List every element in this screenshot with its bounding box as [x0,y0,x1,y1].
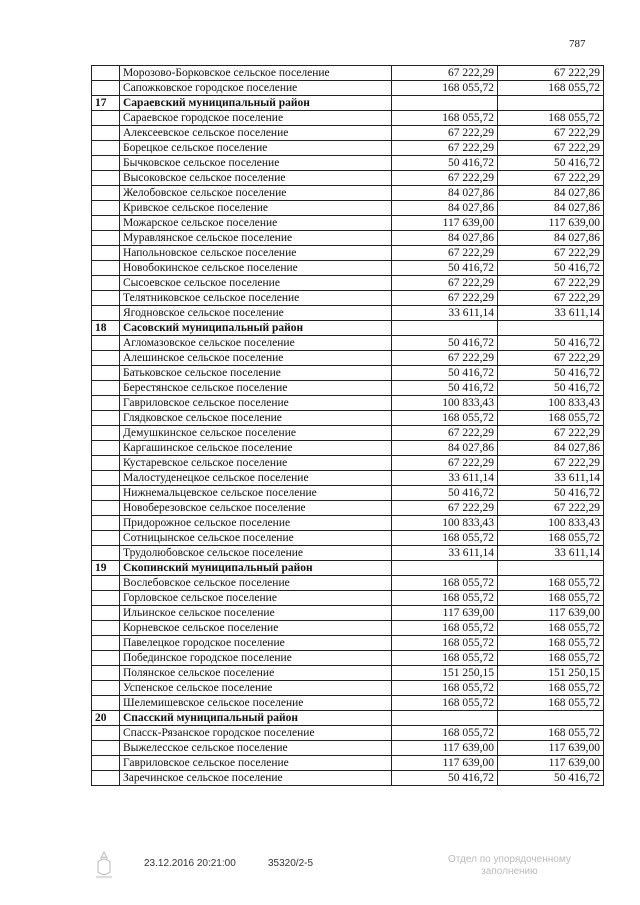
value-col-2: 117 639,00 [498,756,604,771]
value-col-2: 168 055,72 [498,591,604,606]
table-row [92,156,604,171]
settlement-name: Сапожковское городское поселение [120,81,392,96]
row-number [92,681,120,696]
value-col-1: 67 222,29 [392,141,498,156]
value-col-1: 168 055,72 [392,411,498,426]
row-number [92,636,120,651]
table-row [92,246,604,261]
value-col-2: 50 416,72 [498,336,604,351]
value-col-2: 84 027,86 [498,231,604,246]
budget-allocation-table [91,65,604,786]
row-number [92,666,120,681]
value-col-2: 67 222,29 [498,426,604,441]
table-row [92,531,604,546]
table-row [92,201,604,216]
settlement-name: Агломазовское сельское поселение [120,336,392,351]
value-col-2: 67 222,29 [498,246,604,261]
settlement-name: Вослебовское сельское поселение [120,576,392,591]
value-col-1 [392,711,498,726]
table-row [92,606,604,621]
row-number [92,186,120,201]
table-row [92,306,604,321]
district-row [92,96,604,111]
settlement-name: Трудолюбовское сельское поселение [120,546,392,561]
table-row [92,66,604,81]
row-number: 19 [92,561,120,576]
settlement-name: Высоковское сельское поселение [120,171,392,186]
table-row [92,426,604,441]
row-number [92,261,120,276]
table-row [92,231,604,246]
value-col-1 [392,561,498,576]
value-col-1: 151 250,15 [392,666,498,681]
row-number: 18 [92,321,120,336]
district-row [92,711,604,726]
table-row [92,651,604,666]
table-row [92,486,604,501]
value-col-2: 67 222,29 [498,291,604,306]
settlement-name: Гавриловское сельское поселение [120,756,392,771]
settlement-name: Напольновское сельское поселение [120,246,392,261]
value-col-1: 117 639,00 [392,216,498,231]
value-col-1: 168 055,72 [392,681,498,696]
value-col-1: 117 639,00 [392,741,498,756]
value-col-2: 168 055,72 [498,621,604,636]
value-col-2: 168 055,72 [498,726,604,741]
table-row [92,696,604,711]
table-row [92,126,604,141]
value-col-1 [392,321,498,336]
table-row [92,171,604,186]
settlement-name: Горловское сельское поселение [120,591,392,606]
row-number [92,156,120,171]
value-col-2: 117 639,00 [498,606,604,621]
row-number [92,306,120,321]
table-row [92,621,604,636]
row-number [92,621,120,636]
value-col-1: 67 222,29 [392,501,498,516]
table-row [92,351,604,366]
district-row [92,321,604,336]
row-number [92,396,120,411]
settlement-name: Ильинское сельское поселение [120,606,392,621]
value-col-1: 67 222,29 [392,291,498,306]
settlement-name: Побединское городское поселение [120,651,392,666]
value-col-2: 50 416,72 [498,486,604,501]
row-number [92,501,120,516]
value-col-2: 168 055,72 [498,531,604,546]
table-row [92,216,604,231]
value-col-2: 67 222,29 [498,456,604,471]
value-col-1: 84 027,86 [392,441,498,456]
value-col-2: 168 055,72 [498,651,604,666]
value-col-2: 84 027,86 [498,201,604,216]
value-col-2: 100 833,43 [498,516,604,531]
value-col-2: 168 055,72 [498,411,604,426]
table-row [92,471,604,486]
settlement-name: Гавриловское сельское поселение [120,396,392,411]
row-number [92,381,120,396]
table-row [92,336,604,351]
settlement-name: Выжелесское сельское поселение [120,741,392,756]
table-row [92,501,604,516]
row-number [92,441,120,456]
value-col-1: 168 055,72 [392,576,498,591]
settlement-name: Кустаревское сельское поселение [120,456,392,471]
value-col-1: 67 222,29 [392,351,498,366]
row-number [92,591,120,606]
settlement-name: Можарское сельское поселение [120,216,392,231]
row-number [92,66,120,81]
row-number [92,336,120,351]
row-number [92,126,120,141]
settlement-name: Малостуденецкое сельское поселение [120,471,392,486]
table-row [92,186,604,201]
table-row [92,141,604,156]
value-col-2: 33 611,14 [498,471,604,486]
value-col-1: 50 416,72 [392,381,498,396]
value-col-2: 67 222,29 [498,171,604,186]
value-col-2: 50 416,72 [498,771,604,786]
table-row [92,396,604,411]
settlement-name: Глядковское сельское поселение [120,411,392,426]
row-number [92,201,120,216]
value-col-2: 168 055,72 [498,576,604,591]
value-col-2: 151 250,15 [498,666,604,681]
value-col-1: 33 611,14 [392,546,498,561]
table-row [92,261,604,276]
row-number [92,696,120,711]
row-number [92,576,120,591]
table-row [92,726,604,741]
table-row [92,591,604,606]
value-col-1: 117 639,00 [392,606,498,621]
row-number [92,426,120,441]
value-col-2: 67 222,29 [498,501,604,516]
table-row [92,81,604,96]
settlement-name: Новоберезовское сельское поселение [120,501,392,516]
value-col-1: 84 027,86 [392,186,498,201]
value-col-2: 67 222,29 [498,141,604,156]
table-row [92,636,604,651]
footer-date: 23.12.2016 20:21:00 [144,858,236,869]
value-col-1: 117 639,00 [392,756,498,771]
row-number [92,246,120,261]
table-body [92,66,604,786]
settlement-name: Каргашинское сельское поселение [120,441,392,456]
settlement-name: Телятниковское сельское поселение [120,291,392,306]
value-col-1: 168 055,72 [392,651,498,666]
row-number [92,471,120,486]
table-row [92,111,604,126]
value-col-1: 168 055,72 [392,531,498,546]
settlement-name: Корневское сельское поселение [120,621,392,636]
value-col-1: 50 416,72 [392,336,498,351]
value-col-1: 168 055,72 [392,726,498,741]
settlement-name: Батьковское сельское поселение [120,366,392,381]
settlement-name: Сасовский муниципальный район [120,321,392,336]
value-col-2: 67 222,29 [498,66,604,81]
row-number [92,531,120,546]
settlement-name: Полянское сельское поселение [120,666,392,681]
stamp-line-1: Отдел по упорядоченному [448,854,571,865]
value-col-2: 117 639,00 [498,216,604,231]
value-col-2: 33 611,14 [498,306,604,321]
row-number: 17 [92,96,120,111]
row-number [92,411,120,426]
value-col-2: 67 222,29 [498,126,604,141]
value-col-1: 67 222,29 [392,66,498,81]
row-number [92,651,120,666]
row-number [92,141,120,156]
table-row [92,456,604,471]
row-number [92,216,120,231]
settlement-name: Алексеевское сельское поселение [120,126,392,141]
value-col-1: 84 027,86 [392,231,498,246]
emblem-icon [93,850,115,880]
row-number [92,171,120,186]
value-col-2: 50 416,72 [498,156,604,171]
value-col-1: 50 416,72 [392,486,498,501]
value-col-1: 168 055,72 [392,591,498,606]
settlement-name: Сысоевское сельское поселение [120,276,392,291]
table-row [92,411,604,426]
table-row [92,381,604,396]
row-number [92,726,120,741]
table-row [92,576,604,591]
row-number [92,516,120,531]
settlement-name: Нижнемальцевское сельское поселение [120,486,392,501]
value-col-1: 84 027,86 [392,201,498,216]
settlement-name: Муравлянское сельское поселение [120,231,392,246]
value-col-1: 168 055,72 [392,621,498,636]
value-col-1: 50 416,72 [392,366,498,381]
value-col-1: 168 055,72 [392,696,498,711]
value-col-2: 84 027,86 [498,441,604,456]
row-number [92,291,120,306]
value-col-2 [498,711,604,726]
settlement-name: Шелемишевское сельское поселение [120,696,392,711]
value-col-2: 168 055,72 [498,681,604,696]
settlement-name: Сотницынское сельское поселение [120,531,392,546]
value-col-2: 168 055,72 [498,111,604,126]
table-row [92,441,604,456]
settlement-name: Павелецкое городское поселение [120,636,392,651]
value-col-2: 168 055,72 [498,81,604,96]
value-col-1: 100 833,43 [392,396,498,411]
row-number [92,456,120,471]
value-col-2: 117 639,00 [498,741,604,756]
value-col-1: 33 611,14 [392,306,498,321]
settlement-name: Кривское сельское поселение [120,201,392,216]
page-number: 787 [569,38,586,50]
value-col-1: 168 055,72 [392,636,498,651]
row-number [92,486,120,501]
stamp-watermark [448,854,571,878]
table-row [92,276,604,291]
settlement-name: Сараевский муниципальный район [120,96,392,111]
settlement-name: Бычковское сельское поселение [120,156,392,171]
settlement-name: Ягодновское сельское поселение [120,306,392,321]
table-row [92,516,604,531]
value-col-2: 67 222,29 [498,276,604,291]
value-col-1: 67 222,29 [392,246,498,261]
table-row [92,366,604,381]
settlement-name: Сараевское городское поселение [120,111,392,126]
row-number [92,771,120,786]
settlement-name: Новобокинское сельское поселение [120,261,392,276]
value-col-1: 67 222,29 [392,276,498,291]
row-number [92,741,120,756]
row-number [92,606,120,621]
value-col-2: 168 055,72 [498,696,604,711]
value-col-1: 67 222,29 [392,456,498,471]
row-number [92,111,120,126]
row-number [92,351,120,366]
value-col-1: 50 416,72 [392,771,498,786]
value-col-2 [498,321,604,336]
settlement-name: Спасский муниципальный район [120,711,392,726]
row-number [92,366,120,381]
value-col-1: 67 222,29 [392,126,498,141]
value-col-1: 50 416,72 [392,156,498,171]
table-row [92,756,604,771]
value-col-2: 50 416,72 [498,381,604,396]
value-col-1: 168 055,72 [392,81,498,96]
stamp-line-2: заполнению [481,866,538,877]
value-col-2: 100 833,43 [498,396,604,411]
settlement-name: Морозово-Борковское сельское поселение [120,66,392,81]
row-number [92,756,120,771]
footer-doc-number: 35320/2-5 [268,858,314,869]
value-col-1: 67 222,29 [392,426,498,441]
value-col-2: 67 222,29 [498,351,604,366]
value-col-2: 33 611,14 [498,546,604,561]
value-col-2: 50 416,72 [498,366,604,381]
settlement-name: Берестянское сельское поселение [120,381,392,396]
table-row [92,681,604,696]
table-row [92,771,604,786]
district-row [92,561,604,576]
settlement-name: Заречинское сельское поселение [120,771,392,786]
value-col-2 [498,96,604,111]
row-number: 20 [92,711,120,726]
row-number [92,231,120,246]
settlement-name: Скопинский муниципальный район [120,561,392,576]
settlement-name: Придорожное сельское поселение [120,516,392,531]
value-col-2 [498,561,604,576]
value-col-1: 33 611,14 [392,471,498,486]
value-col-2: 50 416,72 [498,261,604,276]
settlement-name: Желобовское сельское поселение [120,186,392,201]
settlement-name: Демушкинское сельское поселение [120,426,392,441]
value-col-2: 84 027,86 [498,186,604,201]
table-row [92,666,604,681]
settlement-name: Алешинское сельское поселение [120,351,392,366]
table-row [92,741,604,756]
settlement-name: Спасск-Рязанское городское поселение [120,726,392,741]
value-col-1: 50 416,72 [392,261,498,276]
row-number [92,81,120,96]
value-col-2: 168 055,72 [498,636,604,651]
settlement-name: Борецкое сельское поселение [120,141,392,156]
value-col-1: 168 055,72 [392,111,498,126]
settlement-name: Успенское сельское поселение [120,681,392,696]
value-col-1: 67 222,29 [392,171,498,186]
value-col-1: 100 833,43 [392,516,498,531]
row-number [92,546,120,561]
table-row [92,291,604,306]
value-col-1 [392,96,498,111]
table-row [92,546,604,561]
row-number [92,276,120,291]
